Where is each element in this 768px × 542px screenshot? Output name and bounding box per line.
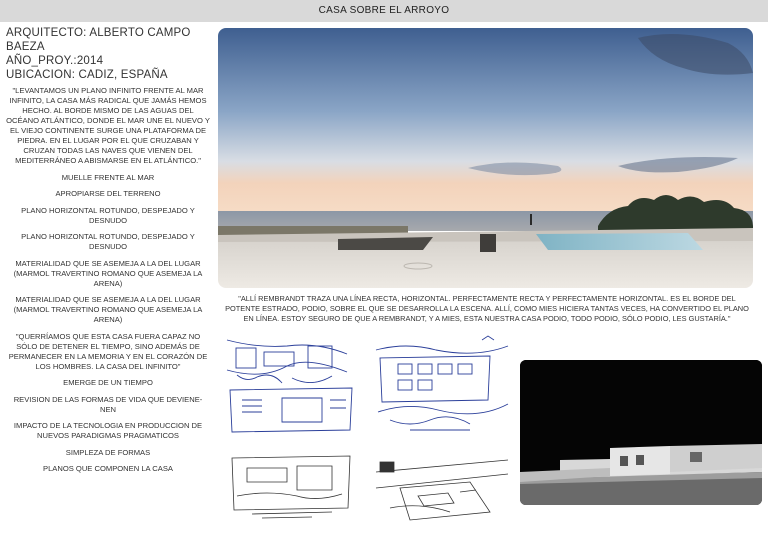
concept-item: PLANO HORIZONTAL ROTUNDO, DESPEJADO Y DESNUDO bbox=[21, 232, 195, 251]
location-line: UBICACION: CADIZ, ESPAÑA bbox=[6, 69, 168, 81]
sketch-plan-upper bbox=[222, 330, 360, 442]
skylight bbox=[480, 234, 496, 252]
concept-item: IMPACTO DE LA TECNOLOGIA EN PRODUCCION DE NUEVOS PARADIGMAS PRAGMATICOS bbox=[13, 421, 203, 440]
sketch-plan-lower bbox=[222, 448, 360, 528]
project-info bbox=[6, 26, 210, 82]
concept-item: MATERIALIDAD QUE SE ASEMEJA A LA DEL LUGAR (MARMOL TRAVERTINO ROMANO QUE ASEMEJA LA ARENA) bbox=[13, 258, 203, 288]
model-photo bbox=[520, 360, 762, 505]
concept-item: PLANO HORIZONTAL ROTUNDO, DESPEJADO Y DESNUDO bbox=[21, 205, 195, 225]
concept-item: MATERIALIDAD QUE SE ASEMEJA A LA DEL LUGAR (MARMOL TRAVERTINO ROMANO QUE ASEMEJA LA ARENA) bbox=[13, 295, 203, 324]
sketch-section bbox=[370, 330, 515, 442]
hero-photo bbox=[218, 28, 753, 288]
concept-item: REVISION DE LAS FORMAS DE VIDA QUE DEVIENE-NEN bbox=[13, 394, 203, 414]
model-opening bbox=[620, 456, 628, 466]
model-volume bbox=[670, 444, 762, 472]
concept-item: PLANOS QUE COMPONEN LA CASA bbox=[43, 464, 173, 473]
year-line: AÑO_PROY.:2014 bbox=[6, 55, 104, 67]
concept-item: SIMPLEZA DE FORMAS bbox=[65, 447, 151, 457]
closing-quote: "QUERRÍAMOS QUE ESTA CASA FUERA CAPAZ NO SÓLO DE DETENER EL TIEMPO, SINO ADEMÁS DE PERMANECER EN LA MEMORIA Y EN EL CORAZÓN DE LOS HOMBRES. LA CASA DEL INFINITO" bbox=[8, 331, 208, 371]
skylight bbox=[338, 237, 433, 250]
intro-quote: "LEVANTAMOS UN PLANO INFINITO FRENTE AL MAR INFINITO, LA CASA MÁS RADICAL QUE JAMÁS HEMOS HECHO. AL BORDE MISMO DE LAS AGUAS DEL OCÉANO ATLÁNTICO, DONDE EL MAR UNE EL NUEVO Y EL VIEJO CONTINENTE SURGE UNA PLATAFORMA DE PIEDRA. EN EL LUGAR POR EL QUE CRUZABAN Y CRUZAN TODAS LAS NAVES QUE VIENEN DEL MEDITERRÁNEO A ABISMARSE EN EL ATLÁNTICO." bbox=[6, 86, 210, 165]
concept-item: MUELLE FRENTE AL MAR bbox=[61, 172, 155, 182]
page-title: CASA SOBRE EL ARROYO bbox=[0, 0, 768, 22]
concept-item: APROPIARSE DEL TERRENO bbox=[55, 189, 161, 198]
concept-item: EMERGE DE UN TIEMPO bbox=[63, 378, 153, 387]
model-opening bbox=[690, 452, 702, 462]
sketch-perspective bbox=[370, 448, 515, 528]
architect-line: ARQUITECTO: ALBERTO CAMPO BAEZA bbox=[6, 27, 191, 53]
description-column bbox=[6, 86, 210, 481]
pool bbox=[536, 233, 703, 250]
figure bbox=[530, 214, 532, 225]
model-opening bbox=[636, 455, 644, 465]
rembrandt-quote: "ALLÍ REMBRANDT TRAZA UNA LÍNEA RECTA, HORIZONTAL. PERFECTAMENTE RECTA Y PERFECTAMENTE HORIZONTAL. ES EL BORDE DEL POTENTE ESTRADO, PODIO, SOBRE EL QUE SE DESARROLLA LA ESCENA. ALLÍ, COMO MIES HICIERA TANTAS VECES, HA CONVERTIDO EL PLANO EN LÍNEA. ESTOY SEGURO DE QUE A REMBRANDT, Y A MIES, ESTA NUESTRA CASA PODIO, TODO PODIO, SÓLO PODIO, LES GUSTARÍA." bbox=[225, 294, 749, 323]
